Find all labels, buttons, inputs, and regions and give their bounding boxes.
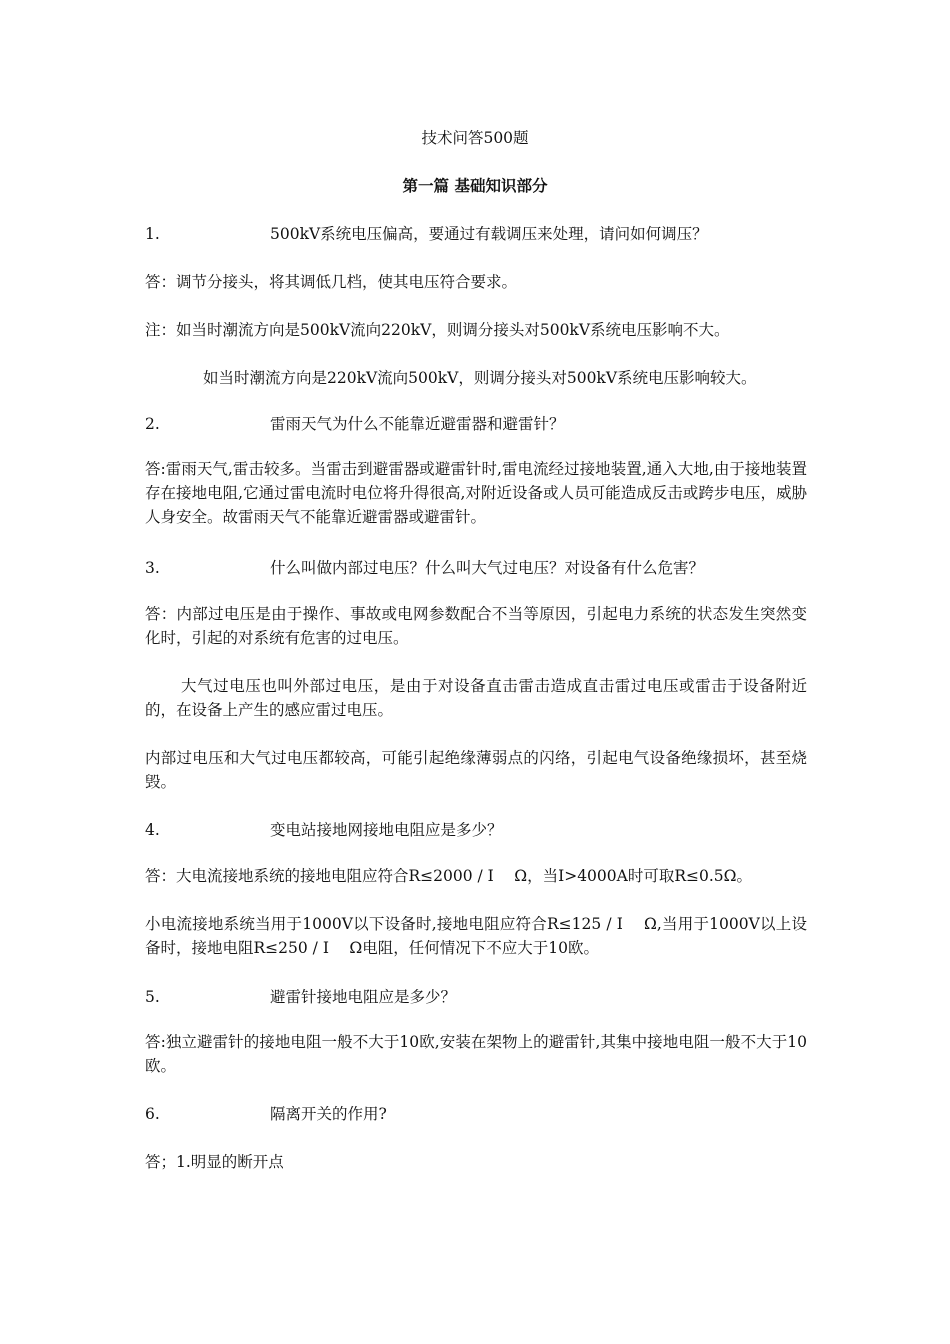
question-number: 5.: [145, 988, 160, 1006]
question-number: 3.: [145, 559, 160, 577]
question-text: 隔离开关的作用?: [270, 1105, 387, 1123]
note-text: 如当时潮流方向是220kV流向500kV，则调分接头对500kV系统电压影响较大。: [203, 369, 757, 387]
answer-text: 答：调节分接头，将其调低几档，使其电压符合要求。: [145, 273, 518, 291]
question-number: 1.: [145, 225, 160, 243]
answer-paragraph: 答：内部过电压是由于操作、事故或电网参数配合不当等原因，引起电力系统的状态发生突然变化时，引起的对系统有危害的过电压。: [145, 605, 807, 647]
question-number: 4.: [145, 821, 160, 839]
question-text: 雷雨天气为什么不能靠近避雷器和避雷针？: [270, 415, 565, 433]
question-text: 什么叫做内部过电压？什么叫大气过电压？对设备有什么危害？: [270, 559, 705, 577]
answer-paragraph: 小电流接地系统当用于1000V以下设备时,接地电阻应符合R≤125 / I Ω,当用于1000V以上设备时，接地电阻R≤250 / I Ω电阻，任何情况下不应大于10欧。: [145, 915, 807, 957]
note-text: 注：如当时潮流方向是500kV流向220kV，则调分接头对500kV系统电压影响不大。: [145, 321, 730, 339]
answer-paragraph: 内部过电压和大气过电压都较高，可能引起绝缘薄弱点的闪络，引起电气设备绝缘损坏，甚至烧毁。: [145, 749, 807, 791]
question-text: 避雷针接地电阻应是多少？: [270, 988, 457, 1006]
document-title: 技术问答500题: [421, 129, 529, 147]
answer-text: 答；1.明显的断开点: [145, 1153, 284, 1171]
question-text: 500kV系统电压偏高，要通过有载调压来处理，请问如何调压？: [270, 225, 708, 243]
answer-text: 答：大电流接地系统的接地电阻应符合R≤2000 / I Ω，当I>4000A时可取R≤0.5Ω。: [145, 867, 752, 885]
answer-paragraph: 大气过电压也叫外部过电压，是由于对设备直击雷击造成直击雷过电压或雷击于设备附近的，在设备上产生的感应雷过电压。: [145, 677, 807, 719]
answer-paragraph: 答:独立避雷针的接地电阻一般不大于10欧,安装在架物上的避雷针,其集中接地电阻一般不大于10欧。: [145, 1033, 807, 1075]
question-number: 6.: [145, 1105, 160, 1123]
section-title: 第一篇 基础知识部分: [402, 176, 548, 195]
question-text: 变电站接地网接地电阻应是多少？: [270, 821, 503, 839]
question-number: 2.: [145, 415, 160, 433]
answer-paragraph: 答:雷雨天气,雷击较多。当雷击到避雷器或避雷针时,雷电流经过接地装置,通入大地,由于接地装置存在接地电阻,它通过雷电流时电位将升得很高,对附近设备或人员可能造成反击或跨步电压，威胁人身安全。故雷雨天气不能靠近避雷器或避雷针。: [145, 460, 807, 526]
